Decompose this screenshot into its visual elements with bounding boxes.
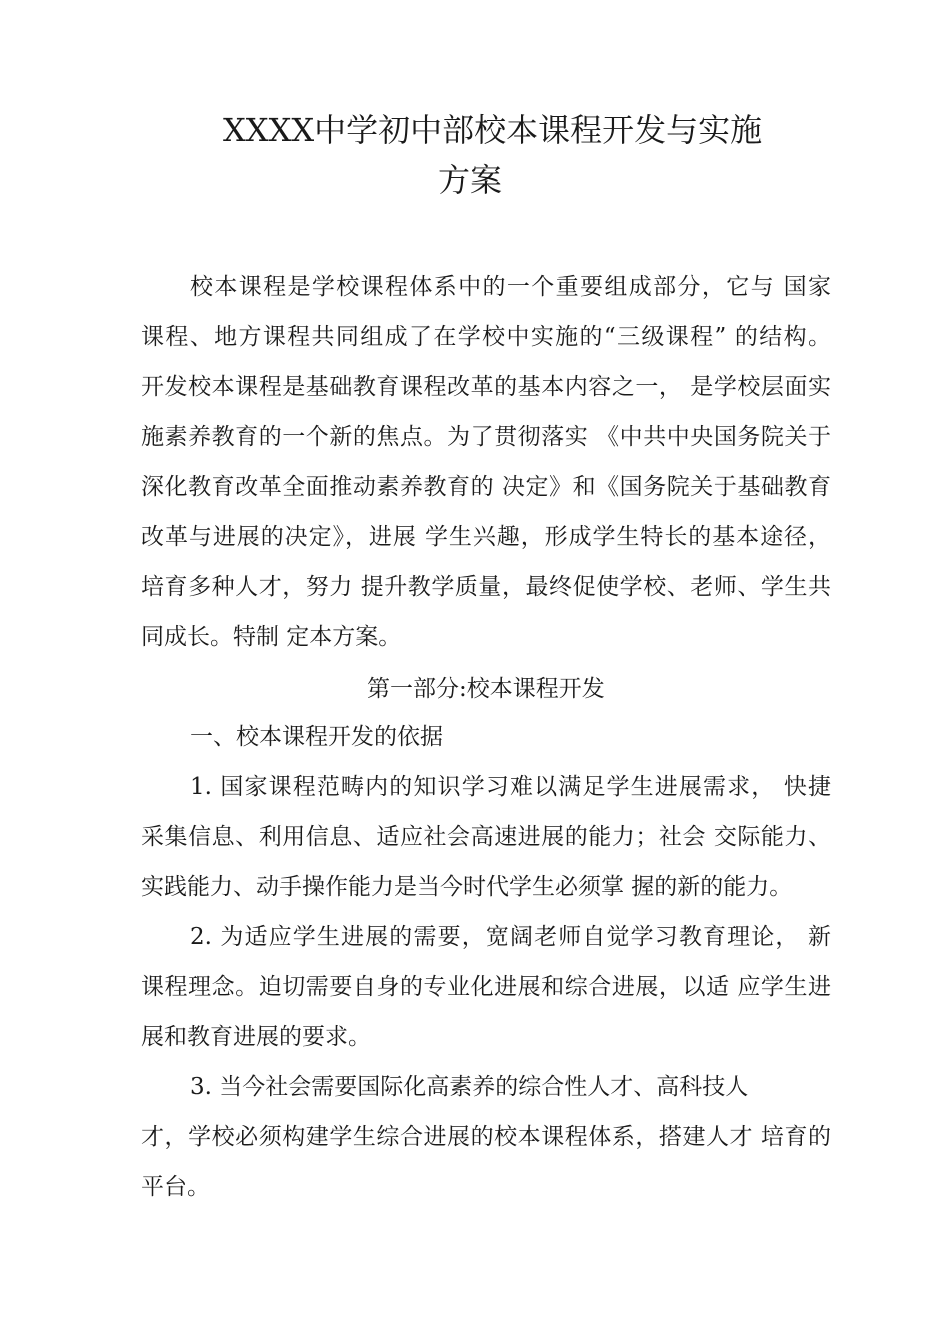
document-title-line-1: XXXX中学初中部校本课程开发与实施	[223, 111, 763, 149]
item-1-line: 1. 国家课程范畴内的知识学习难以满足学生进展需求， 快捷	[190, 774, 831, 800]
item-3-line: 3. 当今社会需要国际化高素养的综合性人才、高科技人	[190, 1074, 749, 1100]
section-heading: 一、校本课程开发的依据	[190, 724, 443, 750]
item-2-line: 2. 为适应学生进展的需要，宽阔老师自觉学习教育理论， 新	[190, 924, 831, 950]
item-3-line: 才，学校必须构建学生综合进展的校本课程体系，搭建人才 培育的	[141, 1124, 831, 1150]
intro-line: 改革与进展的决定》，进展 学生兴趣，形成学生特长的基本途径，	[141, 524, 831, 550]
item-3-line: 平台。	[141, 1174, 210, 1200]
intro-line: 同成长。特制 定本方案。	[141, 624, 402, 650]
item-2-line: 课程理念。迫切需要自身的专业化进展和综合进展，以适 应学生进	[141, 974, 831, 1000]
intro-line: 培育多种人才，努力 提升教学质量，最终促使学校、老师、学生共	[141, 574, 831, 600]
part-heading: 第一部分:校本课程开发	[367, 676, 605, 702]
document-title-line-2: 方案	[438, 161, 503, 199]
intro-line: 开发校本课程是基础教育课程改革的基本内容之一， 是学校层面实	[141, 374, 831, 400]
item-2-line: 展和教育进展的要求。	[141, 1024, 371, 1050]
item-1-line: 实践能力、动手操作能力是当今时代学生必须掌 握的新的能力。	[141, 874, 793, 900]
intro-line: 课程、地方课程共同组成了在学校中实施的“三级课程” 的结构。	[141, 324, 831, 350]
intro-line: 施素养教育的一个新的焦点。为了贯彻落实 《中共中央国务院关于	[141, 424, 831, 450]
intro-line: 深化教育改革全面推动素养教育的 决定》和《国务院关于基础教育	[141, 474, 831, 500]
item-1-line: 采集信息、利用信息、适应社会高速进展的能力；社会 交际能力、	[141, 824, 831, 850]
intro-line: 校本课程是学校课程体系中的一个重要组成部分，它与 国家	[190, 274, 831, 300]
